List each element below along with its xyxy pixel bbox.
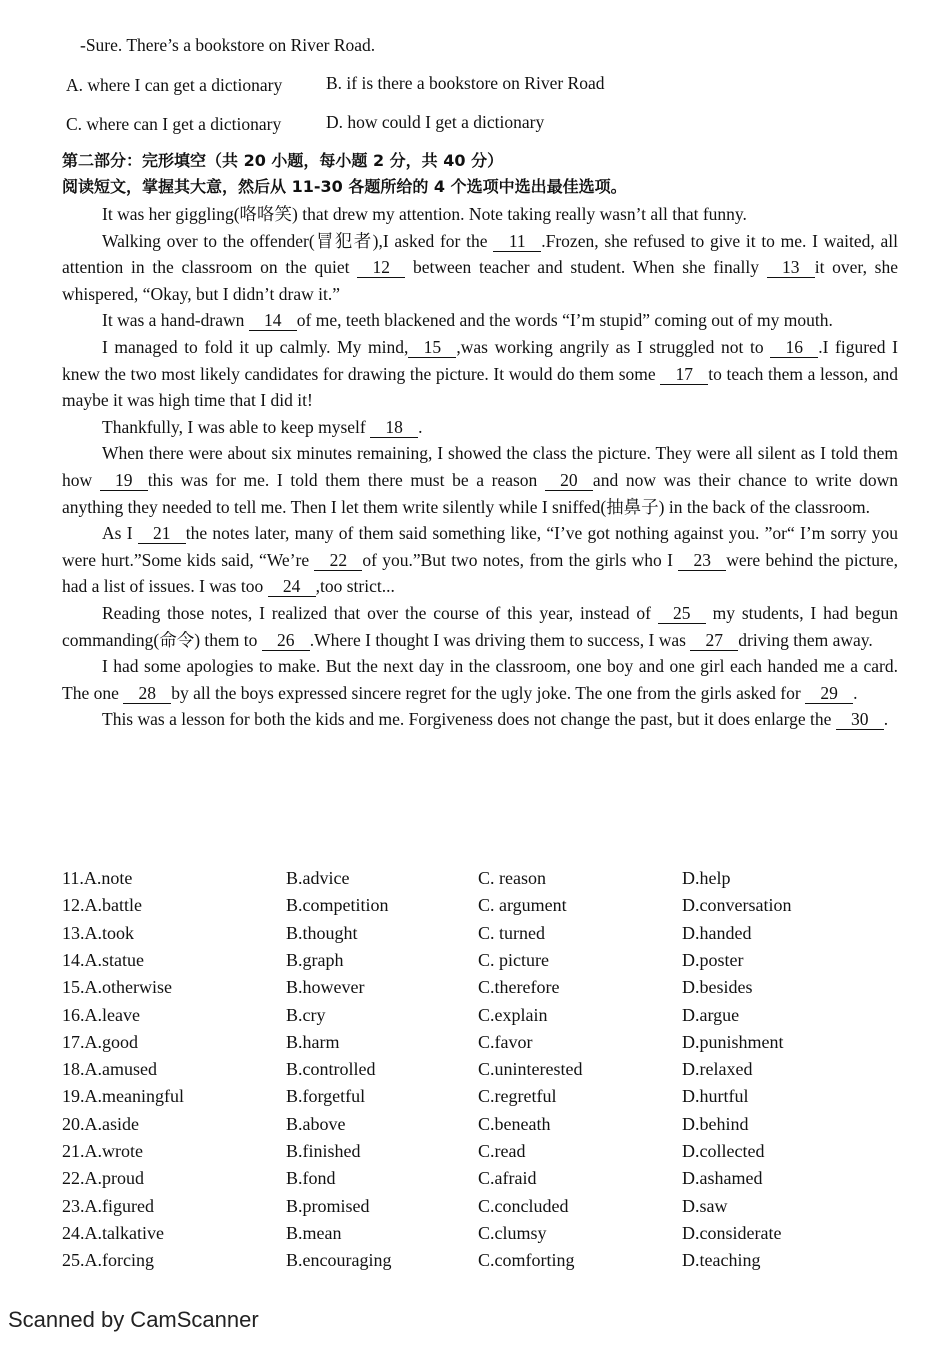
passage-paragraph <box>62 600 898 653</box>
paragraph-text: Thankfully, I was able to keep myself <box>102 416 371 437</box>
q10-option-b: B. if is there a bookstore on River Road <box>326 73 605 93</box>
paragraph-text: between teacher and student. When she finally <box>405 257 767 278</box>
paragraph-text: .Where I thought I was driving them to success, I was <box>309 629 691 650</box>
option-row <box>0 895 950 922</box>
paragraph-text: ,was working angrily as I struggled not to <box>456 336 771 357</box>
option-row <box>0 868 950 895</box>
option-b: B.graph <box>286 949 344 970</box>
cloze-blank-16: 16 <box>770 337 818 358</box>
option-a: 19.A.meaningful <box>62 1086 184 1107</box>
paragraph-text: It was her giggling(咯咯笑) that drew my attention. Note taking really wasn’t all that funny. <box>102 204 747 224</box>
cloze-blank-30: 30 <box>836 709 884 730</box>
option-row <box>0 1114 950 1141</box>
section-title: 第二部分：完形填空（共 20 小题，每小题 2 分，共 40 分） <box>62 151 504 170</box>
paragraph-text: and now was their chance to write down anything they needed to tell me. Then I let them write silently while I sniffed(抽鼻子) in the back of the classroom. <box>62 469 899 517</box>
option-row <box>0 923 950 950</box>
option-a: 12.A.battle <box>62 895 142 916</box>
paragraph-text: were behind the picture, had a list of issues. I was too <box>62 549 898 597</box>
option-row <box>0 1005 950 1032</box>
cloze-blank-24: 24 <box>268 576 316 597</box>
cloze-blank-25: 25 <box>658 603 706 624</box>
paragraph-text: of me, teeth blackened and the words “I’m stupid” coming out of my mouth. <box>296 310 833 331</box>
cloze-blank-29: 29 <box>805 683 853 704</box>
option-b: B.mean <box>286 1222 342 1243</box>
option-a: 17.A.good <box>62 1031 138 1052</box>
option-c: C.afraid <box>478 1168 537 1189</box>
paragraph-text: my students, I had begun commanding(命令) them to <box>62 602 898 650</box>
cloze-blank-11: 11 <box>493 231 541 252</box>
option-b: B.above <box>286 1113 346 1134</box>
passage-paragraph <box>62 520 898 600</box>
option-d: D.ashamed <box>682 1168 763 1189</box>
option-a: 22.A.proud <box>62 1168 144 1189</box>
option-c: C.regretful <box>478 1086 557 1107</box>
paragraph-text: I had some apologies to make. But the next day in the classroom, one boy and one girl each handed me a card. The one <box>62 656 898 703</box>
option-a: 13.A.took <box>62 922 134 943</box>
passage-paragraph <box>62 201 898 228</box>
paragraph-text: by all the boys expressed sincere regret for the ugly joke. The one from the girls asked for <box>171 682 806 703</box>
cloze-blank-12: 12 <box>357 257 405 278</box>
q10-option-d: D. how could I get a dictionary <box>326 112 545 132</box>
option-row <box>0 1032 950 1059</box>
q10-option-a: A. where I can get a dictionary <box>66 75 283 95</box>
option-a: 16.A.leave <box>62 1004 140 1025</box>
option-c: C. reason <box>478 868 546 888</box>
option-d: D.collected <box>682 1141 765 1161</box>
option-row <box>0 1250 950 1277</box>
q10-option-c: C. where can I get a dictionary <box>66 114 282 134</box>
scanner-watermark: Scanned by CamScanner <box>8 1307 259 1332</box>
option-d: D.hurtful <box>682 1086 749 1107</box>
option-row <box>0 977 950 1004</box>
option-c: C.clumsy <box>478 1222 547 1243</box>
option-c: C.favor <box>478 1031 533 1052</box>
cloze-blank-18: 18 <box>370 417 418 438</box>
cloze-blank-13: 13 <box>767 257 815 278</box>
section-instruction: 阅读短文，掌握其大意，然后从 11-30 各题所给的 4 个选项中选出最佳选项。 <box>62 177 627 196</box>
paragraph-text: of you.”But two notes, from the girls who I <box>362 549 679 570</box>
passage-paragraph <box>62 334 898 414</box>
option-row <box>0 1059 950 1086</box>
option-row <box>0 1141 950 1168</box>
option-d: D.behind <box>682 1113 749 1134</box>
passage-paragraph <box>62 653 898 706</box>
option-c: C.therefore <box>478 977 560 998</box>
option-c: C. argument <box>478 895 567 916</box>
option-d: D.conversation <box>682 895 792 916</box>
option-b: B.however <box>286 977 365 998</box>
option-row <box>0 1086 950 1113</box>
option-row <box>0 1223 950 1250</box>
paragraph-text: Walking over to the offender(冒犯者),I asked for the <box>102 230 494 251</box>
cloze-blank-26: 26 <box>262 630 310 651</box>
passage-paragraph <box>62 228 898 308</box>
option-row <box>0 950 950 977</box>
passage-paragraph <box>62 440 898 520</box>
option-c: C.explain <box>478 1004 548 1025</box>
option-b: B.harm <box>286 1031 340 1052</box>
option-a: 14.A.statue <box>62 949 144 970</box>
option-b: B.promised <box>286 1195 370 1216</box>
option-b: B.cry <box>286 1004 326 1025</box>
cloze-blank-28: 28 <box>123 683 171 704</box>
option-d: D.considerate <box>682 1222 782 1243</box>
cloze-blank-27: 27 <box>690 630 738 651</box>
option-a: 15.A.otherwise <box>62 977 172 998</box>
paragraph-text: .Frozen, she refused to give it to me. I waited, all attention in the classroom on the quiet <box>62 230 898 278</box>
option-a: 23.A.figured <box>62 1195 154 1216</box>
paragraph-text: When there were about six minutes remaining, I showed the class the picture. They were all silent as I told them how <box>62 443 898 490</box>
cloze-blank-20: 20 <box>545 470 593 491</box>
option-d: D.punishment <box>682 1031 784 1052</box>
option-d: D.argue <box>682 1004 740 1025</box>
option-b: B.encouraging <box>286 1250 392 1271</box>
paragraph-text: ,too strict... <box>315 576 395 597</box>
option-c: C. turned <box>478 922 545 943</box>
paragraph-text: this was for me. I told them there must be a reason <box>147 469 545 490</box>
paragraph-text: . <box>853 682 858 703</box>
option-d: D.handed <box>682 922 752 943</box>
option-b: B.advice <box>286 868 350 888</box>
paragraph-text: . <box>418 416 423 437</box>
option-row <box>0 1196 950 1223</box>
option-a: 11.A.note <box>62 868 133 888</box>
cloze-blank-19: 19 <box>100 470 148 491</box>
option-b: B.finished <box>286 1141 361 1161</box>
option-c: C.read <box>478 1141 526 1161</box>
paragraph-text: Reading those notes, I realized that over the course of this year, instead of <box>102 602 658 623</box>
paragraph-text: I managed to fold it up calmly. My mind, <box>102 336 409 357</box>
option-c: C.concluded <box>478 1195 569 1216</box>
paragraph-text: .I figured I knew the two most likely candidates for drawing the picture. It would do them some <box>62 336 898 384</box>
passage-paragraph <box>62 307 898 334</box>
option-a: 20.A.aside <box>62 1113 139 1134</box>
paragraph-text: . <box>883 709 889 730</box>
cloze-blank-22: 22 <box>314 550 362 571</box>
paragraph-text: it over, she whispered, “Okay, but I didn’t draw it.” <box>62 257 899 304</box>
option-d: D.relaxed <box>682 1059 753 1080</box>
option-c: C.comforting <box>478 1250 575 1271</box>
option-b: B.fond <box>286 1168 336 1189</box>
passage-paragraph <box>62 414 898 441</box>
option-a: 25.A.forcing <box>62 1250 154 1271</box>
paragraph-text: As I <box>102 523 138 544</box>
cloze-blank-23: 23 <box>678 550 726 571</box>
paragraph-text: to teach them a lesson, and maybe it was high time that I did it! <box>62 363 898 411</box>
option-d: D.help <box>682 868 731 888</box>
cloze-blank-17: 17 <box>660 364 708 385</box>
option-c: C. picture <box>478 949 549 970</box>
cloze-passage <box>62 201 898 733</box>
option-b: B.thought <box>286 922 358 943</box>
option-d: D.poster <box>682 949 744 970</box>
paragraph-text: driving them away. <box>738 629 873 650</box>
option-d: D.saw <box>682 1195 728 1216</box>
option-c: C.uninterested <box>478 1059 583 1080</box>
option-c: C.beneath <box>478 1113 551 1134</box>
option-row <box>0 1168 950 1195</box>
paragraph-text: This was a lesson for both the kids and me. Forgiveness does not change the past, but it does enlarge the <box>102 709 836 730</box>
option-a: 21.A.wrote <box>62 1141 143 1161</box>
option-d: D.teaching <box>682 1250 761 1271</box>
passage-paragraph <box>62 706 898 733</box>
cloze-blank-15: 15 <box>408 337 456 358</box>
paragraph-text: the notes later, many of them said something like, “I’ve got nothing against you. ”or“ I’m sorry you were hurt.”Some kids said, “We’re <box>62 523 898 570</box>
option-b: B.controlled <box>286 1059 376 1080</box>
q10-response: -Sure. There’s a bookstore on River Road. <box>80 35 376 55</box>
option-a: 24.A.talkative <box>62 1222 164 1243</box>
cloze-blank-14: 14 <box>249 310 297 331</box>
option-a: 18.A.amused <box>62 1059 157 1080</box>
paragraph-text: It was a hand-drawn <box>102 310 249 331</box>
option-b: B.forgetful <box>286 1086 366 1107</box>
option-d: D.besides <box>682 977 753 998</box>
option-b: B.competition <box>286 895 389 916</box>
cloze-blank-21: 21 <box>138 523 186 544</box>
